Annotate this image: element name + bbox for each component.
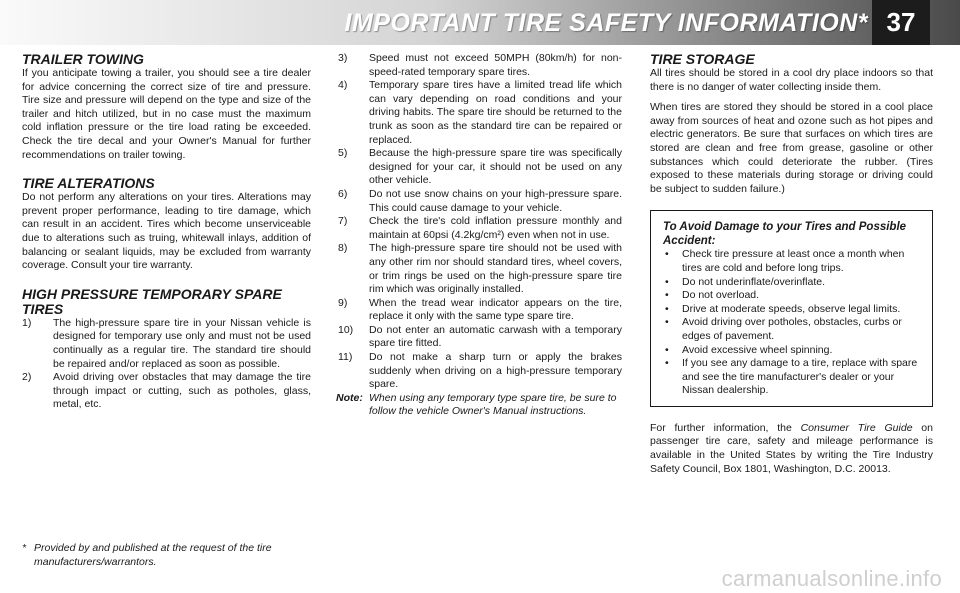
item-number: 5) — [338, 147, 348, 160]
trailer-towing-text: If you anticipate towing a trailer, you should see a tire dealer for advice concerning the correct size of tire and pressure. Tire size and pressure will depend on the type and size of the trailer and hitch utilized, but in no case must the maximum cold inflation pressure or the tire load rating be exceeded. Check the tire decal and your Owner's Manual for further recommendations on trailer towing. — [22, 67, 311, 161]
safety-box-title: To Avoid Damage to your Tires and Possible Accident: — [663, 221, 907, 247]
list-item — [338, 215, 622, 242]
list-item — [338, 52, 622, 79]
list-item — [338, 79, 622, 147]
item-number: 1) — [22, 316, 32, 329]
safety-box — [650, 210, 933, 407]
footnote-star: * — [22, 542, 27, 554]
item-number: 7) — [338, 215, 348, 228]
list-item — [338, 324, 622, 351]
tire-alterations-text: Do not perform any alterations on your tires. Alterations may prevent proper performance, leading to tire damage, which can result in an accident. Tires which become unserviceable due to alterations such as truing, whitewall inlays, addition of balancing or sealant liquids, may be excluded from warranty coverage. Consult your tire warranty. — [22, 191, 311, 272]
item-text: Speed must not exceed 50MPH (80km/h) for non-speed-rated temporary spare tires. — [369, 52, 622, 78]
item-text: When the tread wear indicator appears on the tire, replace it only with the same type spare tire. — [369, 296, 622, 323]
further-info-part: on passenger tire care, safety and mileage performance is available in the United States by writing the Tire Industry Safety Council, Box 1801, Washington, D.C. 20013. — [650, 421, 933, 475]
list-item — [22, 317, 311, 371]
item-text: Do not enter an automatic carwash with a temporary spare tire fitted. — [369, 323, 622, 350]
item-text: The high-pressure spare tire should not be used with any other rim nor should standard tires, wheel covers, or trim rings be used on the high-pressure spare tire rim which was originally installed. — [369, 242, 622, 296]
header-title: IMPORTANT TIRE SAFETY INFORMATION* — [344, 9, 868, 37]
further-info-text — [650, 422, 933, 476]
item-number: 10) — [338, 323, 354, 336]
note-label: Note: — [336, 391, 363, 404]
list-item: • Avoid excessive wheel spinning. — [663, 344, 920, 358]
footnote-text: Provided by and published at the request of the tire manufacturers/warrantors. — [34, 542, 272, 568]
page-header — [0, 0, 960, 45]
page-number: 37 — [872, 0, 930, 45]
section-title-tire-alterations: TIRE ALTERATIONS — [22, 175, 155, 192]
spare-tire-list-continued — [338, 52, 622, 392]
list-item — [338, 242, 622, 296]
watermark: carmanualsonline.info — [721, 566, 942, 591]
section-title-spare-tires: HIGH PRESSURE TEMPORARY SPARE TIRES — [22, 285, 282, 317]
list-item: • Do not overload. — [663, 289, 920, 303]
consumer-tire-guide-title: Consumer Tire Guide — [800, 421, 913, 434]
item-number: 6) — [338, 187, 348, 200]
item-number: 4) — [338, 79, 348, 92]
spare-tire-list — [22, 317, 311, 412]
section-title-tire-storage: TIRE STORAGE — [650, 51, 755, 67]
item-text: Check the tire's cold inflation pressure monthly and maintain at 60psi (4.2kg/cm²) even when not in use. — [369, 215, 622, 241]
list-item: • Check tire pressure at least once a month when tires are cold and before long trips. — [663, 248, 920, 275]
item-text: Do not make a sharp turn or apply the brakes suddenly when driving on a high-pressure temporary spare. — [369, 351, 622, 391]
item-number: 11) — [338, 351, 353, 364]
safety-list — [663, 248, 920, 398]
item-text: Do not use snow chains on your high-pressure spare. This could cause damage to your vehicle. — [369, 187, 622, 214]
list-item — [338, 147, 622, 188]
list-item: • If you see any damage to a tire, replace with spare and see the tire manufacturer's dealer or your Nissan dealership. — [663, 357, 920, 398]
item-number: 3) — [338, 52, 348, 64]
item-number: 8) — [338, 242, 348, 255]
list-item: • Do not underinflate/overinflate. — [663, 276, 920, 290]
list-item: • Drive at moderate speeds, observe legal limits. — [663, 303, 920, 317]
column-middle — [338, 52, 622, 419]
item-text: Avoid driving over obstacles that may damage the tire through impact or cutting, such as potholes, glass, metal, etc. — [53, 371, 311, 411]
note-text: When using any temporary type spare tire, be sure to follow the vehicle Owner's Manual instructions. — [369, 391, 617, 418]
footnote — [22, 542, 311, 569]
note — [338, 392, 622, 419]
item-text: Because the high-pressure spare tire was specifically designed for your car, it should not be used on any other vehicle. — [369, 147, 622, 187]
item-number: 9) — [338, 296, 348, 309]
list-item — [338, 188, 622, 215]
item-number: 2) — [22, 371, 32, 384]
tire-storage-text-1: All tires should be stored in a cool dry place indoors so that there is no danger of water collecting inside them. — [650, 67, 933, 93]
column-right — [650, 52, 933, 476]
further-info-part: For further information, the — [650, 421, 801, 434]
item-text: Temporary spare tires have a limited tread life which can vary depending on road conditions and your driving habits. The spare tire should be returned to the trunk as soon as the standard tire can be repaired or replaced. — [369, 79, 622, 146]
item-text: The high-pressure spare tire in your Nissan vehicle is designed for temporary use only and must not be used continually as a regular tire. The standard tire should be repaired and/or replaced as soon as possible. — [53, 316, 311, 370]
list-item — [338, 351, 622, 392]
tire-storage-text-2: When tires are stored they should be stored in a cool place away from sources of heat and ozone such as hot pipes and electric generators. Be sure that surfaces on which tires are stored are clean and free from grease, gasoline or other substances which could deteriorate the rubber. (Tires exposed to these materials during storage or driving could be subject to sudden failure.) — [650, 101, 933, 195]
list-item: • Avoid driving over potholes, obstacles, curbs or edges of pavement. — [663, 316, 920, 343]
list-item — [22, 371, 311, 412]
list-item — [338, 297, 622, 324]
section-title-trailer-towing: TRAILER TOWING — [22, 51, 144, 67]
column-left — [22, 52, 311, 412]
